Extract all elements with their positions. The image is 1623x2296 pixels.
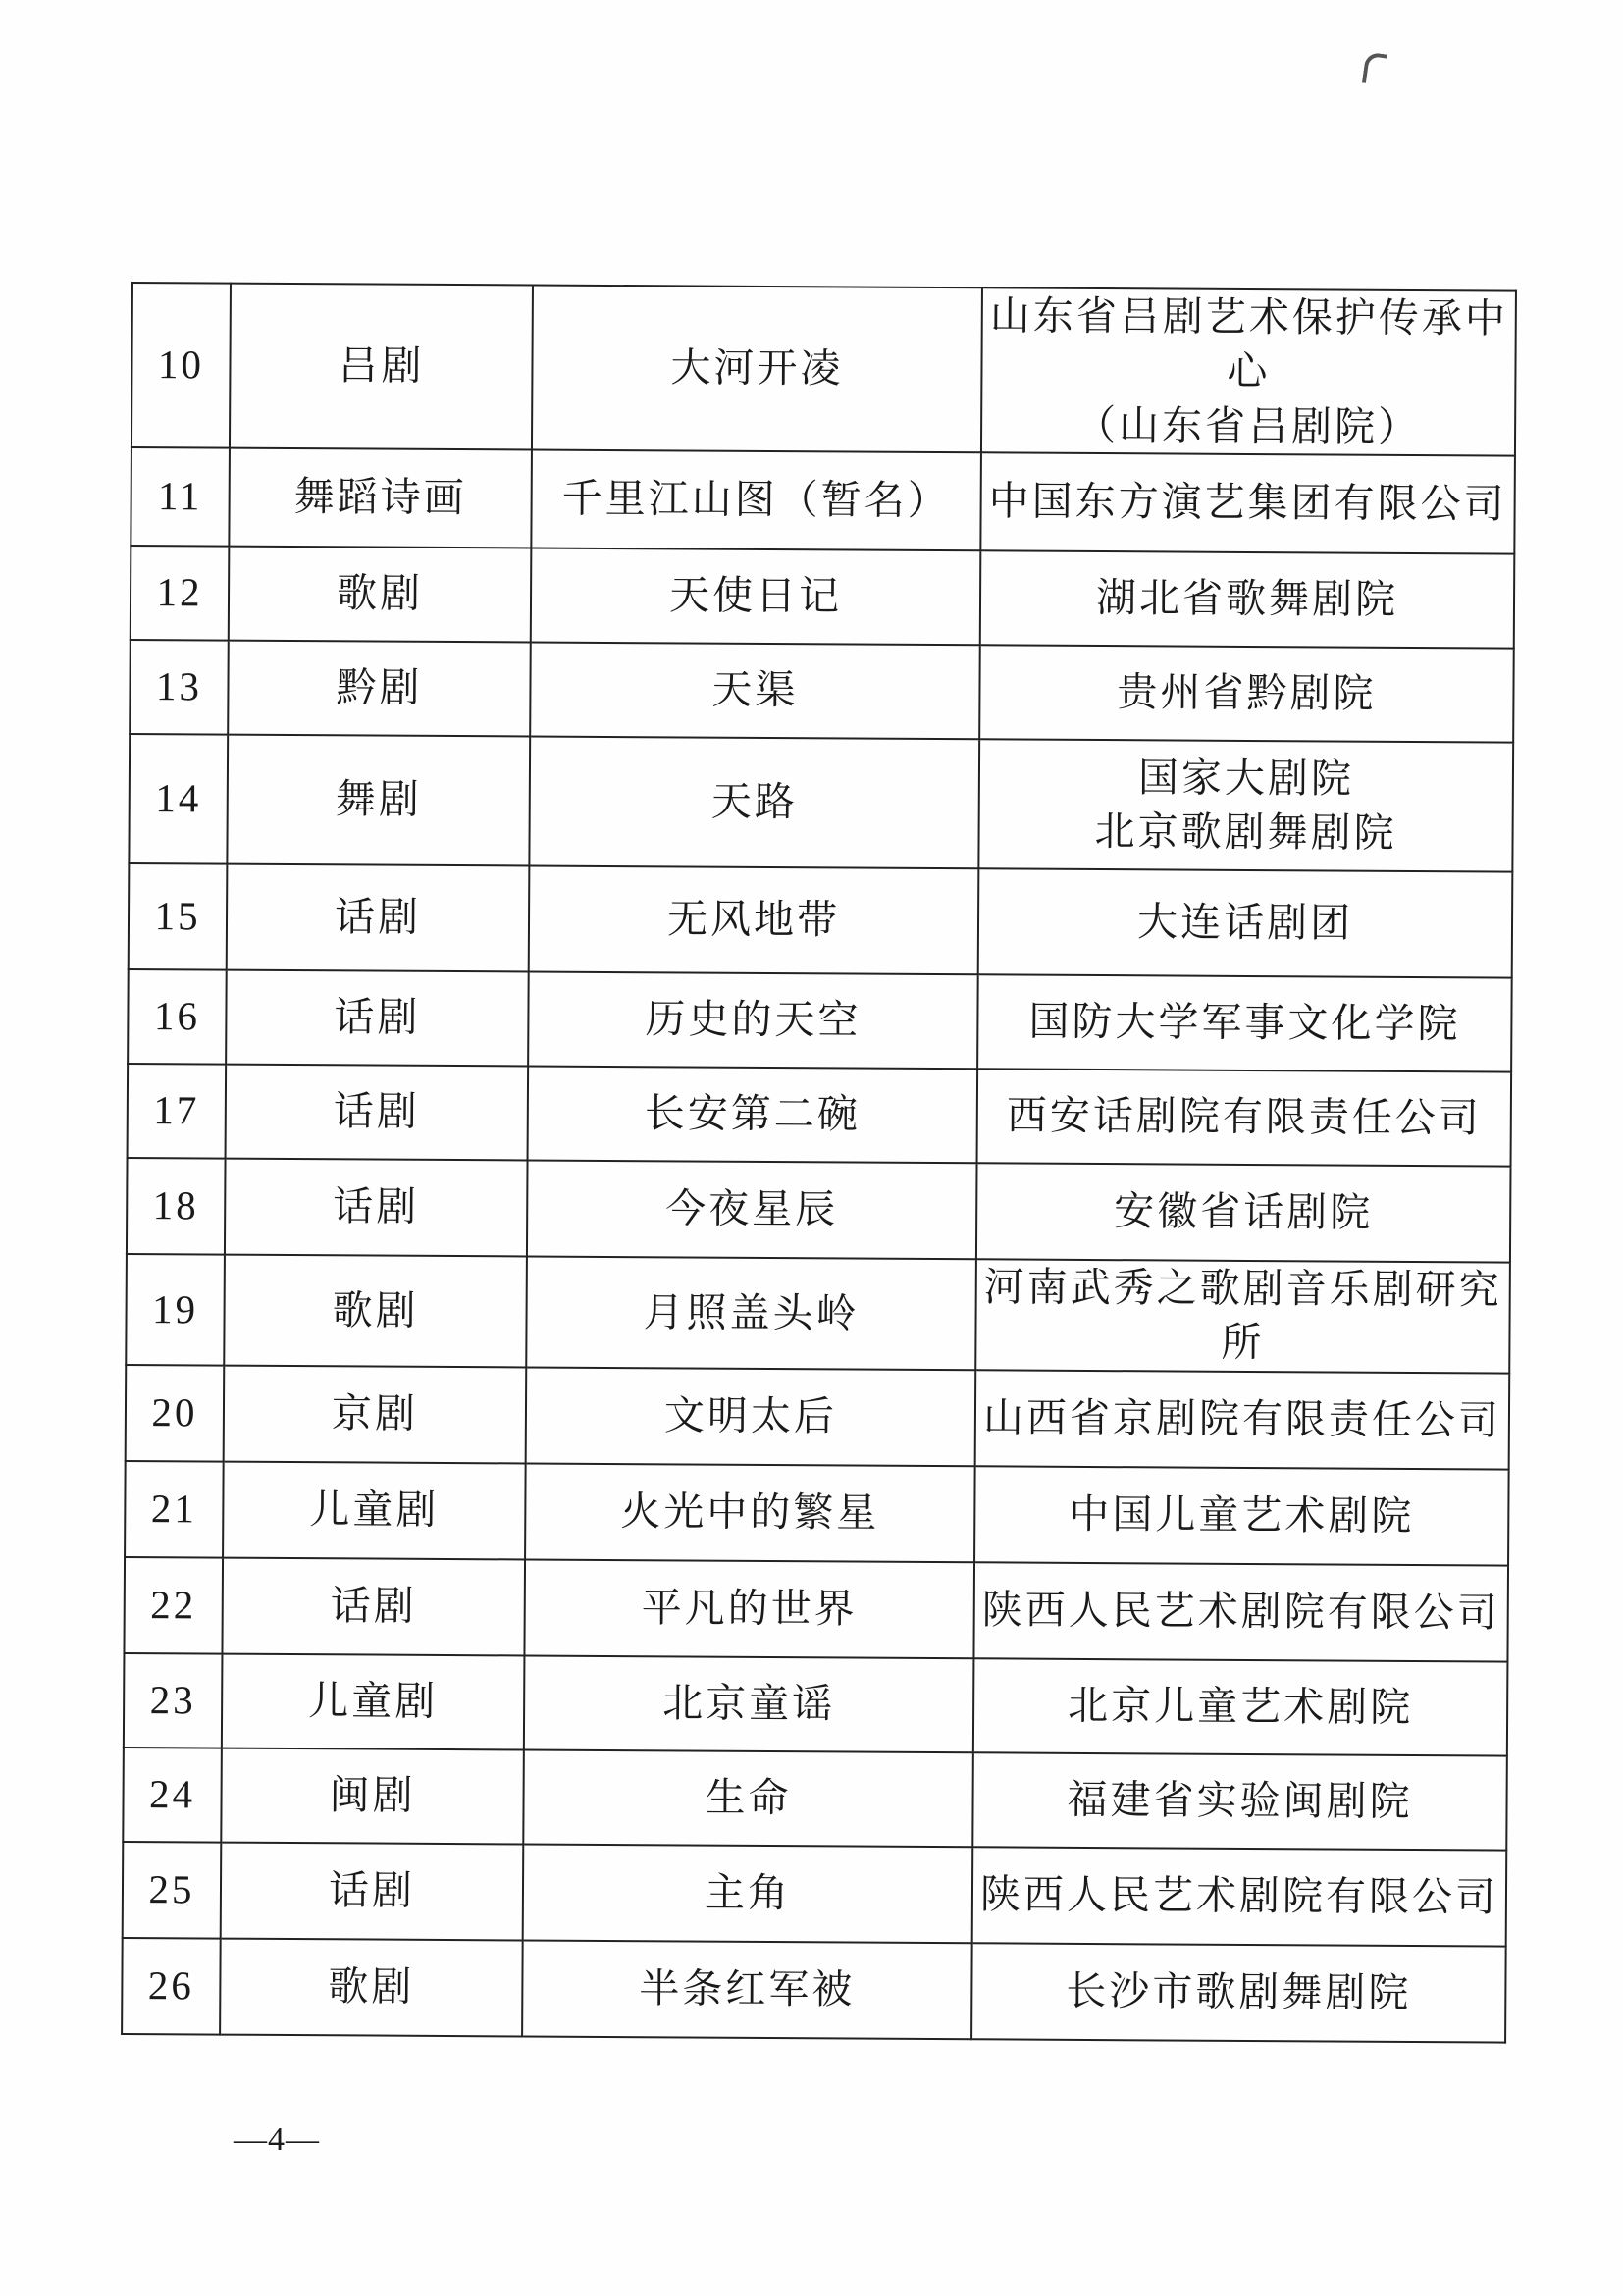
row-number: 22 [124, 1557, 223, 1654]
row-genre: 京剧 [224, 1365, 527, 1463]
row-genre: 儿童剧 [222, 1653, 525, 1749]
table-row [126, 1254, 1510, 1373]
table-row [131, 546, 1515, 649]
organization-line: 北京儿童艺术剧院 [1068, 1681, 1414, 1732]
organization-line: 中国儿童艺术剧院 [1069, 1489, 1415, 1540]
row-title: 主角 [523, 1844, 973, 1943]
row-genre: 闽剧 [221, 1748, 524, 1844]
row-genre: 吕剧 [230, 284, 533, 450]
row-organization [976, 1163, 1511, 1262]
row-number: 15 [129, 863, 228, 970]
table-row [129, 863, 1513, 978]
row-title: 平凡的世界 [524, 1559, 974, 1658]
table-row [124, 1557, 1508, 1662]
row-organization [979, 645, 1514, 742]
row-number: 20 [126, 1365, 225, 1462]
row-genre: 话剧 [225, 1159, 528, 1257]
row-title: 千里江山图（暂名） [531, 450, 981, 551]
row-genre: 舞剧 [227, 735, 530, 866]
organization-line: 北京歌剧舞剧院 [1094, 808, 1397, 857]
row-genre: 歌剧 [229, 547, 532, 643]
row-number: 23 [124, 1653, 223, 1748]
row-title: 北京童谣 [524, 1655, 974, 1752]
organization-line: 山东省吕剧艺术保护传承中心 [989, 291, 1508, 395]
row-organization [980, 550, 1515, 648]
scan-artifact-mark [1362, 52, 1387, 86]
table-row [127, 1158, 1511, 1263]
row-organization [971, 1943, 1506, 2042]
table-row [123, 1748, 1507, 1851]
row-number: 24 [123, 1748, 222, 1843]
organization-line: 湖北省歌舞剧院 [1095, 574, 1399, 624]
row-genre: 话剧 [227, 864, 530, 972]
organization-line: 山西省京剧院有限责任公司 [982, 1393, 1502, 1444]
row-number: 19 [126, 1254, 225, 1365]
row-genre: 话剧 [221, 1842, 524, 1940]
row-title: 无风地带 [529, 866, 979, 975]
row-genre: 舞蹈诗画 [229, 448, 532, 548]
table-row [125, 1461, 1509, 1566]
row-genre: 话剧 [222, 1557, 525, 1655]
organization-line: 国家大剧院 [1137, 753, 1355, 803]
table-row [131, 283, 1516, 456]
row-title: 大河开凌 [532, 285, 982, 452]
row-organization [977, 1069, 1512, 1166]
table-row [122, 1938, 1506, 2043]
organization-line: 国防大学军事文化学院 [1028, 997, 1461, 1048]
row-genre: 歌剧 [220, 1938, 523, 2036]
row-genre: 黔剧 [228, 641, 531, 737]
organization-line: 陕西人民艺术剧院有限公司 [981, 1586, 1500, 1637]
row-title: 文明太后 [526, 1367, 976, 1466]
organization-line: （山东省吕剧院） [1074, 400, 1422, 450]
organization-line: 贵州省黔剧院 [1117, 668, 1377, 718]
row-genre: 话剧 [226, 970, 529, 1067]
row-organization [972, 1752, 1507, 1850]
program-list-table-body [122, 283, 1516, 2042]
table-row [128, 1064, 1512, 1167]
row-number: 14 [129, 734, 228, 864]
row-title: 今夜星辰 [527, 1161, 977, 1260]
row-title: 月照盖头岭 [526, 1257, 976, 1370]
organization-line: 河南武秀之歌剧音乐剧研究所 [983, 1263, 1502, 1367]
table-row [130, 640, 1514, 743]
row-genre: 歌剧 [224, 1255, 527, 1368]
row-organization [972, 1847, 1507, 1946]
row-organization [973, 1562, 1508, 1661]
row-number: 17 [128, 1064, 227, 1159]
table-row [123, 1842, 1507, 1947]
organization-line: 长沙市歌剧舞剧院 [1066, 1966, 1412, 2017]
organization-line: 陕西人民艺术剧院有限公司 [979, 1870, 1499, 1921]
row-organization [981, 287, 1516, 455]
organization-line: 大连话剧团 [1136, 898, 1354, 947]
row-number: 10 [131, 283, 231, 448]
row-number: 11 [131, 447, 230, 547]
table-row [129, 734, 1513, 872]
row-genre: 话剧 [226, 1065, 529, 1161]
program-list-table [121, 282, 1517, 2043]
row-organization [975, 1259, 1510, 1373]
table-row [128, 969, 1512, 1072]
row-title: 天使日记 [531, 548, 981, 646]
organization-line: 中国东方演艺集团有限公司 [988, 477, 1507, 528]
row-number: 16 [128, 969, 227, 1065]
row-number: 13 [130, 640, 229, 735]
row-title: 长安第二碗 [528, 1067, 978, 1164]
row-organization [973, 1658, 1508, 1755]
page-number: —4— [234, 2121, 320, 2158]
row-organization [980, 452, 1515, 553]
row-number: 21 [125, 1461, 224, 1558]
row-number: 25 [123, 1842, 222, 1939]
row-organization [974, 1466, 1509, 1565]
row-organization [978, 868, 1513, 977]
row-title: 半条红军被 [522, 1940, 972, 2039]
row-number: 12 [131, 546, 230, 641]
row-title: 天路 [529, 737, 979, 869]
organization-line: 西安话剧院有限责任公司 [1006, 1091, 1482, 1142]
table-row [124, 1653, 1508, 1756]
row-number: 26 [122, 1938, 221, 2035]
table-row [126, 1365, 1510, 1470]
row-title: 火光中的繁星 [525, 1463, 975, 1562]
organization-line: 安徽省话剧院 [1114, 1187, 1374, 1237]
row-title: 天渠 [530, 643, 980, 740]
row-genre: 儿童剧 [223, 1461, 526, 1559]
row-title: 生命 [523, 1749, 973, 1847]
row-title: 历史的天空 [528, 972, 978, 1070]
row-number: 18 [127, 1158, 226, 1255]
table-row [131, 447, 1515, 554]
row-organization [977, 974, 1512, 1071]
row-organization [978, 739, 1513, 871]
organization-line: 福建省实验闽剧院 [1067, 1775, 1413, 1826]
row-organization [975, 1370, 1510, 1469]
